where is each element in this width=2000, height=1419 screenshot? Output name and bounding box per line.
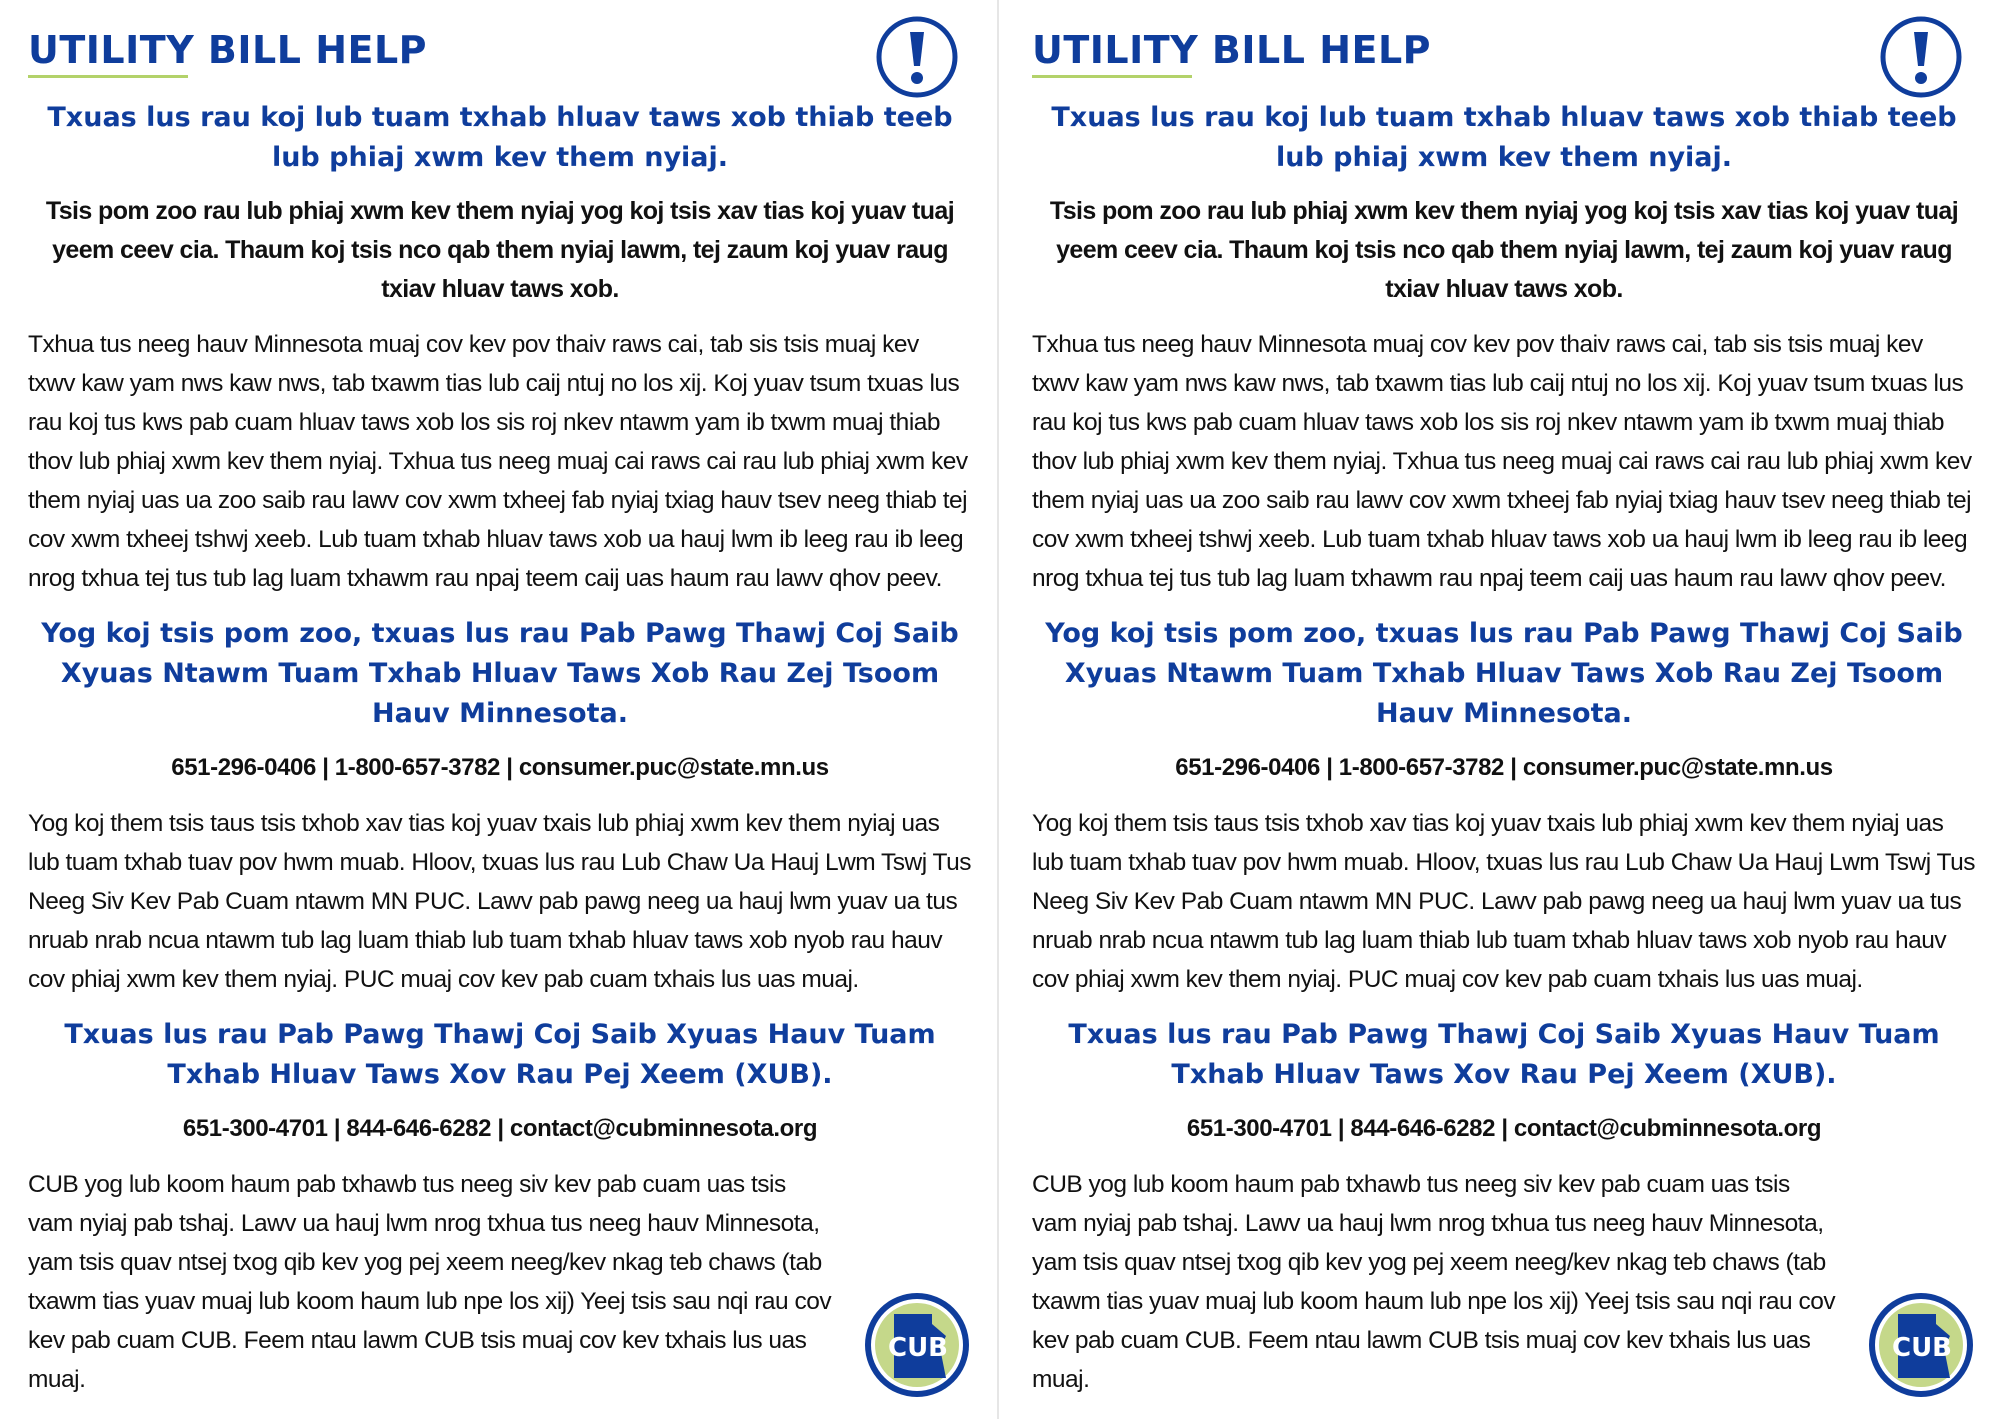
intro-heading: Txuas lus rau koj lub tuam txhab hluav taws xob thiab teeb lub phiaj xwm kev them nyiaj. [1051, 102, 1957, 173]
puc-heading: Yog koj tsis pom zoo, txuas lus rau Pab Pawg Thawj Coj Saib Xyuas Ntawm Tuam Txhab Hluav Taws Xob Rau Zej Tsoom Hauv Minnesota. [1045, 618, 1963, 729]
intro-body: Txhua tus neeg hauv Minnesota muaj cov kev pov thaiv raws cai, tab sis tsis muaj kev txwv kaw yam nws kaw nws, tab txawm tias lub caij ntuj no los xij. Koj yuav tsum txuas lus rau koj tus kws pab cuam hluav taws xob los sis roj nkev ntawm yam ib txwm muaj thiab thov lub phiaj xwm kev them nyiaj. Txhua tus neeg muaj cai raws cai rau lub phiaj xwm kev them nyiaj uas ua zoo saib rau lawv cov xwm txheej fab nyiaj txiag hauv tsev neeg thiab tej cov xwm txheej tshwj xeeb. Lub tuam txhab hluav taws xob ua hauj lwm ib leeg rau ib leeg nrog txhua tej tus tub lag luam txhawm rau npaj teem caij uas haum rau lawv qhov peev. [1032, 331, 1972, 592]
cub-logo [1866, 1290, 1976, 1400]
title-underline [1032, 75, 1192, 78]
cub-logo [862, 1290, 972, 1400]
cub-contact: 651-300-4701 | 844-646-6282 | contact@cubminnesota.org [1186, 1115, 1822, 1142]
puc-contact: 651-296-0406 | 1-800-657-3782 | consumer.puc@state.mn.us [1175, 754, 1833, 781]
cub-heading: Txuas lus rau Pab Pawg Thawj Coj Saib Xyuas Hauv Tuam Txhab Hluav Taws Xov Rau Pej Xeem (XUB). [1068, 1019, 1940, 1090]
panel-divider [997, 0, 999, 1419]
logo-text: CUB [1891, 1333, 1953, 1363]
cub-heading: Txuas lus rau Pab Pawg Thawj Coj Saib Xyuas Hauv Tuam Txhab Hluav Taws Xov Rau Pej Xeem (XUB). [64, 1019, 936, 1090]
cub-body: CUB yog lub koom haum pab txhawb tus neeg siv kev pab cuam uas tsis vam nyiaj pab tshaj. Lawv ua hauj lwm nrog txhua tus neeg hauv Minnesota, yam tsis quav ntsej txog qib kev yog pej xeem neeg/kev nkag teb chaws (tab txawm tias yuav muaj lub koom haum lub npe los xij) Yeej tsis sau nqi rau cov kev pab cuam CUB. Feem ntau lawm CUB tsis muaj cov kev txhais lus uas muaj. [1032, 1171, 1836, 1393]
intro-lead: Tsis pom zoo rau lub phiaj xwm kev them nyiaj yog koj tsis xav tias koj yuav tuaj yeem ceev cia. Thaum koj tsis nco qab them nyiaj lawm, tej zaum koj yuav raug txiav hluav taws xob. [1049, 197, 1959, 303]
title-underline [28, 75, 188, 78]
flyer-panel-right [1004, 0, 1996, 1419]
page-title: UTILITY BILL HELP [28, 28, 428, 72]
intro-heading: Txuas lus rau koj lub tuam txhab hluav taws xob thiab teeb lub phiaj xwm kev them nyiaj. [47, 102, 953, 173]
intro-lead: Tsis pom zoo rau lub phiaj xwm kev them nyiaj yog koj tsis xav tias koj yuav tuaj yeem ceev cia. Thaum koj tsis nco qab them nyiaj lawm, tej zaum koj yuav raug txiav hluav taws xob. [45, 197, 955, 303]
puc-body: Yog koj them tsis taus tsis txhob xav tias koj yuav txais lub phiaj xwm kev them nyiaj uas lub tuam txhab tuav pov hwm muab. Hloov, txuas lus rau Lub Chaw Ua Hauj Lwm Tswj Tus Neeg Siv Kev Pab Cuam ntawm MN PUC. Lawv pab pawg neeg ua hauj lwm yuav ua tus nruab nrab ncua ntawm tub lag luam thiab lub tuam txhab hluav taws xob nyob rau hauv cov phiaj xwm kev them nyiaj. PUC muaj cov kev pab cuam txhais lus uas muaj. [1032, 810, 1975, 993]
logo-text: CUB [887, 1333, 949, 1363]
puc-contact: 651-296-0406 | 1-800-657-3782 | consumer.puc@state.mn.us [171, 754, 829, 781]
exclamation-circle-icon [874, 14, 960, 100]
flyer-panel-left [0, 0, 992, 1419]
cub-contact: 651-300-4701 | 844-646-6282 | contact@cubminnesota.org [182, 1115, 818, 1142]
puc-body: Yog koj them tsis taus tsis txhob xav tias koj yuav txais lub phiaj xwm kev them nyiaj uas lub tuam txhab tuav pov hwm muab. Hloov, txuas lus rau Lub Chaw Ua Hauj Lwm Tswj Tus Neeg Siv Kev Pab Cuam ntawm MN PUC. Lawv pab pawg neeg ua hauj lwm yuav ua tus nruab nrab ncua ntawm tub lag luam thiab lub tuam txhab hluav taws xob nyob rau hauv cov phiaj xwm kev them nyiaj. PUC muaj cov kev pab cuam txhais lus uas muaj. [28, 810, 971, 993]
panel-content [28, 98, 972, 1399]
page-title: UTILITY BILL HELP [1032, 28, 1432, 72]
cub-body: CUB yog lub koom haum pab txhawb tus neeg siv kev pab cuam uas tsis vam nyiaj pab tshaj. Lawv ua hauj lwm nrog txhua tus neeg hauv Minnesota, yam tsis quav ntsej txog qib kev yog pej xeem neeg/kev nkag teb chaws (tab txawm tias yuav muaj lub koom haum lub npe los xij) Yeej tsis sau nqi rau cov kev pab cuam CUB. Feem ntau lawm CUB tsis muaj cov kev txhais lus uas muaj. [28, 1171, 832, 1393]
panel-content [1032, 98, 1976, 1399]
puc-heading: Yog koj tsis pom zoo, txuas lus rau Pab Pawg Thawj Coj Saib Xyuas Ntawm Tuam Txhab Hluav Taws Xob Rau Zej Tsoom Hauv Minnesota. [41, 618, 959, 729]
exclamation-circle-icon [1878, 14, 1964, 100]
intro-body: Txhua tus neeg hauv Minnesota muaj cov kev pov thaiv raws cai, tab sis tsis muaj kev txwv kaw yam nws kaw nws, tab txawm tias lub caij ntuj no los xij. Koj yuav tsum txuas lus rau koj tus kws pab cuam hluav taws xob los sis roj nkev ntawm yam ib txwm muaj thiab thov lub phiaj xwm kev them nyiaj. Txhua tus neeg muaj cai raws cai rau lub phiaj xwm kev them nyiaj uas ua zoo saib rau lawv cov xwm txheej fab nyiaj txiag hauv tsev neeg thiab tej cov xwm txheej tshwj xeeb. Lub tuam txhab hluav taws xob ua hauj lwm ib leeg rau ib leeg nrog txhua tej tus tub lag luam txhawm rau npaj teem caij uas haum rau lawv qhov peev. [28, 331, 968, 592]
